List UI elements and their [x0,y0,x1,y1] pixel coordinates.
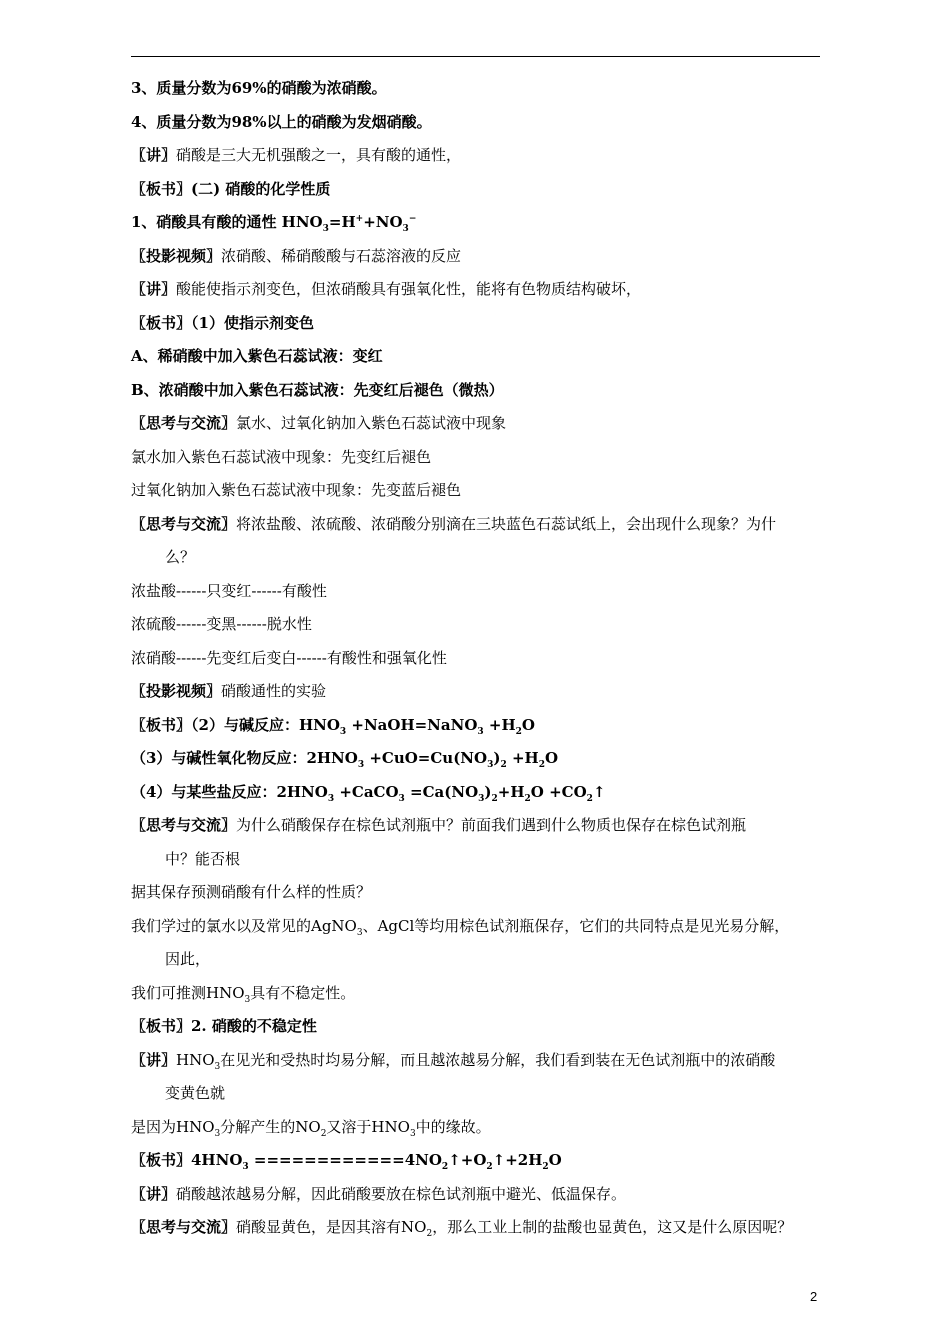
text-line [131,882,371,902]
text-run: 浓硝酸、稀硝酸酸与石蕊溶液的反应 [221,246,462,265]
text-run: 浓盐酸------只变红------有酸性 [131,581,327,600]
text-run: 分解产生的NO [220,1117,321,1136]
text-run: +H [483,715,516,734]
text-run: +NaOH=NaNO [346,715,478,734]
text-run: 为什么硝酸保存在棕色试剂瓶中？前面我们遇到什么物质也保存在棕色试剂瓶 [236,816,747,834]
text-run: 么？ [165,548,196,566]
text-run: 又溶于HNO [326,1117,410,1136]
text-line [131,313,314,333]
text-line [165,849,240,869]
text-run: +NO [363,213,403,231]
text-run: =Ca(NO [404,782,479,801]
text-line [165,949,210,969]
text-run: ============4NO [248,1151,442,1169]
text-run: O +CO [530,782,587,801]
text-line [131,346,383,366]
text-run: 据其保存预测硝酸有什么样的性质？ [131,883,372,901]
text-run: 2 [524,793,531,804]
text-run: 〖讲〗 [131,1184,177,1203]
text-run: 硝酸显黄色，是因其溶有NO [236,1218,427,1236]
text-run: ) [484,782,492,801]
text-line [131,1184,626,1204]
text-run: ) [493,749,501,767]
text-run: 硝酸越浓越易分解，因此硝酸要放在棕色试剂瓶中避光、低温保存。 [176,1184,627,1203]
text-run: HNO [176,1050,215,1069]
text-run: 3 [357,760,365,770]
text-run: 3 [356,927,363,938]
text-run: 3 [339,726,347,737]
text-run: 浓硫酸------变黑------脱水性 [131,615,312,633]
text-run: 变黄色就 [165,1084,226,1102]
text-run: 3 [478,793,485,804]
text-run: 〖思考与交流〗 [131,1218,237,1236]
text-run: ↑ [592,782,606,801]
text-run: 〖板书〗2. 硝酸的不稳定性 [131,1017,317,1035]
text-run: O [544,749,559,767]
text-run: 2 [586,793,593,804]
text-run: （3）与碱性氧化物反应：2HNO [131,749,358,767]
text-run: 3 [477,726,484,737]
text-run: 4、质量分数为98%以上的硝酸为发烟硝酸。 [131,112,432,131]
text-run: ↑+2H [492,1151,543,1169]
text-run: ↑+O [448,1151,487,1169]
text-line [131,748,558,768]
text-run: 将浓盐酸、浓硫酸、浓硝酸分别滴在三块蓝色石蕊试纸上，会出现什么现象？为什 [236,514,777,533]
text-run: 3 [487,760,494,770]
text-run: 中的缘故。 [415,1117,491,1136]
text-run: 硝酸是三大无机强酸之一，具有酸的通性， [176,146,462,164]
text-line [131,983,355,1003]
text-run: 2 [500,760,507,770]
text-run: +CuO=Cu(NO [364,749,488,767]
text-run: 3 [244,994,251,1005]
text-run: 硝酸通性的实验 [221,682,327,700]
text-line [131,581,327,601]
text-run: 3 [322,224,329,234]
text-run: 因此， [165,950,211,968]
text-run: 3 [214,1061,221,1072]
text-line [131,782,606,802]
text-run: 3 [402,224,409,234]
text-run: 具有不稳定性。 [250,983,356,1002]
text-run: 3 [409,1128,416,1139]
text-run: 过氧化钠加入紫色石蕊试液中现象：先变蓝后褪色 [131,481,462,499]
text-run: B、浓硝酸中加入紫色石蕊试液：先变红后褪色（微热） [131,380,504,399]
text-run: （4）与某些盐反应：2HNO [131,782,328,801]
text-run: 在见光和受热时均易分解，而且越浓越易分解，我们看到装在无色试剂瓶中的浓硝酸 [220,1050,776,1069]
text-run: 〖思考与交流〗 [131,414,237,432]
text-run: ，那么工业上制的盐酸也显黄色，这又是什么原因呢？ [432,1218,793,1236]
text-line [131,145,461,165]
text-run: 、AgCl等均用棕色试剂瓶保存，它们的共同特点是见光易分解， [362,916,790,935]
text-run: 〖思考与交流〗 [131,514,237,533]
text-run: 中？能否根 [165,849,241,868]
text-run: 〖板书〗(二) 硝酸的化学性质 [131,179,331,198]
text-run: 2 [486,1162,493,1172]
text-run: =H [328,213,356,231]
text-run: +CaCO [334,782,399,801]
text-line [131,1117,491,1137]
text-run: 3 [242,1162,249,1172]
text-run: O [521,715,535,734]
text-run: 〖讲〗 [131,280,177,298]
text-line [131,480,461,500]
text-line [131,1050,775,1070]
text-run: 2 [426,1229,433,1239]
text-line [131,447,431,467]
text-run: 〖投影视频〗 [131,246,222,265]
text-run: 3 [214,1128,221,1139]
text-line [131,246,461,266]
text-run: 我们可推测HNO [131,983,245,1002]
text-run: 〖板书〗（2）与碱反应：HNO [131,715,340,734]
text-run: 是因为HNO [131,1117,215,1136]
page-number: 2 [810,1289,818,1304]
text-line [131,179,330,199]
text-line [131,78,387,98]
text-run: 氯水加入紫色石蕊试液中现象：先变红后褪色 [131,447,432,466]
text-run: 我们学过的氯水以及常见的AgNO [131,916,357,935]
text-run: 1、硝酸具有酸的通性 HNO [131,213,323,231]
text-line [131,279,641,299]
text-run: 〖板书〗4HNO [131,1151,243,1169]
text-line [165,1083,225,1103]
text-run: 2 [491,793,498,804]
text-line [131,212,416,232]
text-line [131,1150,562,1170]
text-line [131,1016,317,1036]
text-run: 〖讲〗 [131,146,177,164]
text-run: 酸能使指示剂变色，但浓硝酸具有强氧化性，能将有色物质结构破坏， [176,280,642,298]
text-run: O [548,1151,562,1169]
text-line [131,112,432,132]
text-line [131,648,447,668]
text-line [131,380,504,400]
text-run: +H [506,749,539,767]
text-run: 3 [398,793,405,804]
text-run: 2 [542,1162,549,1172]
text-line [131,614,312,634]
text-run: 〖投影视频〗 [131,682,222,700]
text-line [131,815,746,835]
text-run: + [355,214,364,224]
text-line [131,514,776,534]
text-run: 〖讲〗 [131,1050,177,1069]
text-line [165,547,195,567]
text-run: +H [497,782,525,801]
text-line [131,916,789,936]
text-run: 2 [538,760,545,770]
text-run: 氯水、过氧化钠加入紫色石蕊试液中现象 [236,414,507,432]
text-line [131,1217,792,1237]
text-line [131,715,535,735]
text-line [131,413,506,433]
text-run: 3、质量分数为69%的硝酸为浓硝酸。 [131,79,387,97]
text-run: − [408,214,417,224]
text-line [131,681,326,701]
text-run: 2 [441,1162,449,1172]
text-run: A、稀硝酸中加入紫色石蕊试液：变红 [131,347,383,365]
text-run: 2 [320,1128,327,1139]
text-run: 2 [515,726,522,737]
text-run: 〖板书〗（1）使指示剂变色 [131,313,314,332]
text-run: 浓硝酸------先变红后变白------有酸性和强氧化性 [131,648,447,667]
text-run: 3 [327,793,335,804]
header-rule [131,56,820,57]
text-run: 〖思考与交流〗 [131,816,237,834]
